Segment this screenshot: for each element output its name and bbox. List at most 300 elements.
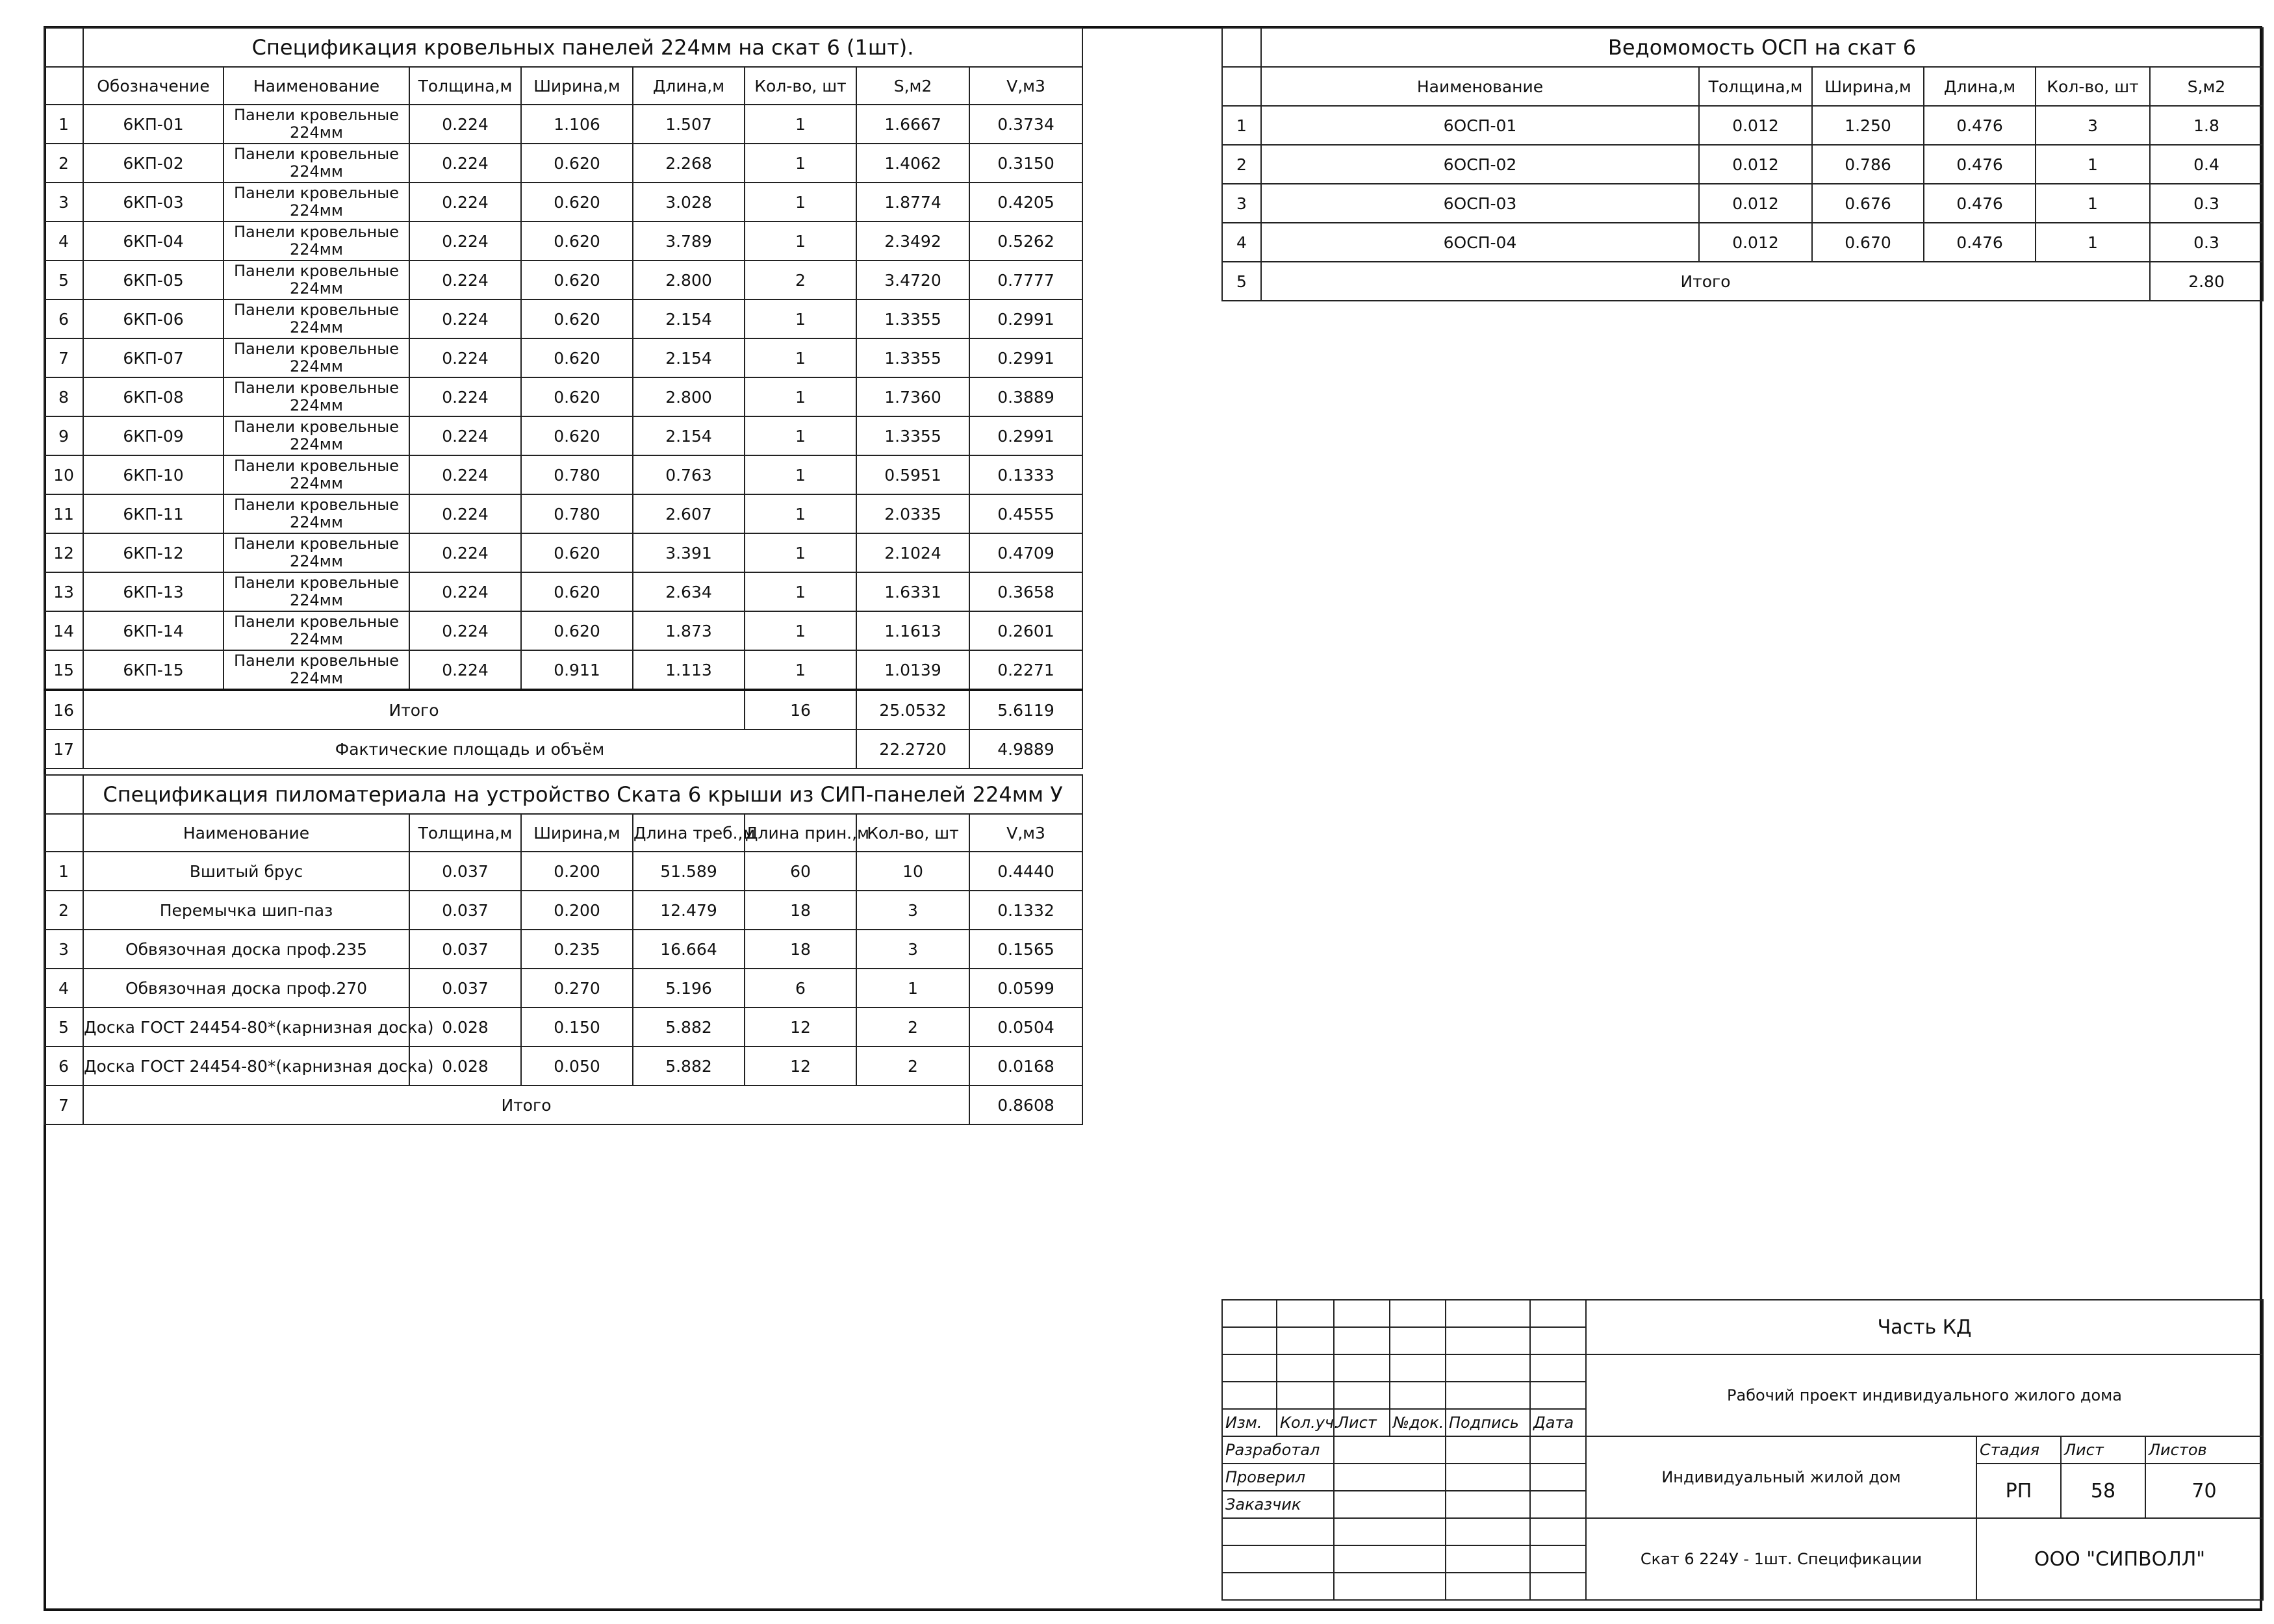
table-cell: 3 bbox=[2036, 106, 2150, 145]
row-number: 10 bbox=[44, 455, 83, 494]
row-number: 3 bbox=[44, 930, 83, 969]
table-cell: 1 bbox=[745, 377, 856, 416]
role-customer: Заказчик bbox=[1222, 1491, 1334, 1518]
table-cell: 1.7360 bbox=[856, 377, 969, 416]
table-cell: 0.620 bbox=[521, 533, 633, 572]
table-cell: 1.106 bbox=[521, 105, 633, 144]
table-cell: 0.780 bbox=[521, 494, 633, 533]
table-cell: 0.224 bbox=[409, 144, 521, 183]
row-number: 3 bbox=[1222, 184, 1261, 223]
table-cell: 0.3658 bbox=[969, 572, 1082, 611]
table-cell: Панели кровельные 224мм bbox=[224, 105, 409, 144]
table-cell: 6 bbox=[745, 969, 856, 1008]
table-cell: 12 bbox=[745, 1047, 856, 1085]
table-cell: 2.3492 bbox=[856, 222, 969, 260]
table-cell: 0.620 bbox=[521, 572, 633, 611]
table-cell: 0.224 bbox=[409, 222, 521, 260]
table-cell: 5.196 bbox=[633, 969, 745, 1008]
table-cell: 6КП-08 bbox=[83, 377, 224, 416]
lumber-spec-title: Спецификация пиломатериала на устройство Ската 6 крыши из СИП-панелей 224мм У bbox=[83, 775, 1082, 814]
table-cell: 0.620 bbox=[521, 183, 633, 222]
table-cell: 6КП-04 bbox=[83, 222, 224, 260]
table-cell: 6КП-02 bbox=[83, 144, 224, 183]
column-header: Толщина,м bbox=[409, 67, 521, 105]
table-cell: Панели кровельные 224мм bbox=[224, 455, 409, 494]
table-cell: 0.037 bbox=[409, 930, 521, 969]
table-cell: 2.154 bbox=[633, 299, 745, 338]
table-cell: 0.235 bbox=[521, 930, 633, 969]
table-cell: 0.3 bbox=[2150, 223, 2263, 262]
column-header: Толщина,м bbox=[1699, 67, 1812, 106]
table-cell: 0.670 bbox=[1812, 223, 1924, 262]
table-cell: 6КП-15 bbox=[83, 650, 224, 690]
table-cell: 3 bbox=[856, 930, 969, 969]
row-number: 2 bbox=[44, 891, 83, 930]
column-header: S,м2 bbox=[856, 67, 969, 105]
table-cell: 1 bbox=[745, 611, 856, 650]
table-row bbox=[44, 338, 1082, 377]
table-cell: 1 bbox=[745, 222, 856, 260]
table-cell: Обвязочная доска проф.270 bbox=[83, 969, 409, 1008]
column-header: Толщина,м bbox=[409, 814, 521, 852]
table-cell: Панели кровельные 224мм bbox=[224, 572, 409, 611]
table-cell: 1.3355 bbox=[856, 416, 969, 455]
osb-title: Ведомомость ОСП на скат 6 bbox=[1261, 28, 2263, 67]
table-cell: 0.676 bbox=[1812, 184, 1924, 223]
table-cell: 0.620 bbox=[521, 222, 633, 260]
actual-area: 22.2720 bbox=[856, 730, 969, 768]
table-cell: 0.0599 bbox=[969, 969, 1082, 1008]
table-cell: 3.4720 bbox=[856, 260, 969, 299]
table-cell: Панели кровельные 224мм bbox=[224, 299, 409, 338]
table-cell: Панели кровельные 224мм bbox=[224, 377, 409, 416]
row-number: 13 bbox=[44, 572, 83, 611]
table-cell: 0.476 bbox=[1924, 145, 2036, 184]
stage-label: Стадия bbox=[1976, 1436, 2061, 1464]
table-cell: 0.620 bbox=[521, 611, 633, 650]
table-cell: 1 bbox=[2036, 184, 2150, 223]
table-cell: 0.476 bbox=[1924, 223, 2036, 262]
role-checker: Проверил bbox=[1222, 1464, 1334, 1491]
total-label: Итого bbox=[83, 690, 745, 730]
row-number: 4 bbox=[1222, 223, 1261, 262]
row-number: 2 bbox=[1222, 145, 1261, 184]
row-number: 5 bbox=[44, 260, 83, 299]
row-number: 9 bbox=[44, 416, 83, 455]
table-cell: 0.200 bbox=[521, 852, 633, 891]
table-cell: 2 bbox=[856, 1047, 969, 1085]
row-number: 4 bbox=[44, 222, 83, 260]
column-header: Кол-во, шт bbox=[856, 814, 969, 852]
table-cell: 51.589 bbox=[633, 852, 745, 891]
row-number: 14 bbox=[44, 611, 83, 650]
table-cell: Панели кровельные 224мм bbox=[224, 416, 409, 455]
table-cell: 1 bbox=[745, 299, 856, 338]
sheets-label: Листов bbox=[2145, 1436, 2263, 1464]
table-cell: 0.224 bbox=[409, 416, 521, 455]
table-cell: 0.270 bbox=[521, 969, 633, 1008]
table-cell: 6КП-10 bbox=[83, 455, 224, 494]
row-number: 16 bbox=[44, 690, 83, 730]
table-cell: Доска ГОСТ 24454-80*(карнизная доска) bbox=[83, 1008, 409, 1047]
table-cell: 0.620 bbox=[521, 144, 633, 183]
column-header: S,м2 bbox=[2150, 67, 2263, 106]
table-cell: 6КП-12 bbox=[83, 533, 224, 572]
table-row bbox=[44, 299, 1082, 338]
table-row bbox=[44, 1008, 1082, 1047]
column-header: Кол-во, шт bbox=[2036, 67, 2150, 106]
table-cell: 1 bbox=[745, 455, 856, 494]
table-cell: 0.2991 bbox=[969, 299, 1082, 338]
row-number: 1 bbox=[44, 105, 83, 144]
table-cell: 0.4709 bbox=[969, 533, 1082, 572]
table-cell: 1.1613 bbox=[856, 611, 969, 650]
lumber-spec-total-row bbox=[44, 1085, 1082, 1124]
panel-spec-header-row bbox=[44, 67, 1082, 105]
project-name: Рабочий проект индивидуального жилого дома bbox=[1586, 1354, 2263, 1436]
table-cell: 2.607 bbox=[633, 494, 745, 533]
row-number: 6 bbox=[44, 1047, 83, 1085]
table-cell: Панели кровельные 224мм bbox=[224, 338, 409, 377]
table-cell: 0.012 bbox=[1699, 145, 1812, 184]
panel-spec-title: Спецификация кровельных панелей 224мм на скат 6 (1шт). bbox=[83, 28, 1082, 67]
stamp-column-label: №док. bbox=[1390, 1409, 1446, 1436]
table-cell: Панели кровельные 224мм bbox=[224, 260, 409, 299]
table-cell: Панели кровельные 224мм bbox=[224, 611, 409, 650]
company-name: ООО "СИПВОЛЛ" bbox=[1976, 1518, 2263, 1600]
table-cell: 0.4440 bbox=[969, 852, 1082, 891]
table-cell: 0.4 bbox=[2150, 145, 2263, 184]
column-header: Наименование bbox=[1261, 67, 1699, 106]
column-header: Наименование bbox=[224, 67, 409, 105]
column-header: Длина,м bbox=[633, 67, 745, 105]
table-row bbox=[1222, 106, 2263, 145]
table-cell: Вшитый брус bbox=[83, 852, 409, 891]
table-cell: 3 bbox=[856, 891, 969, 930]
table-cell: 0.028 bbox=[409, 1047, 521, 1085]
row-number: 12 bbox=[44, 533, 83, 572]
table-cell: 0.1333 bbox=[969, 455, 1082, 494]
table-cell: 0.476 bbox=[1924, 184, 2036, 223]
table-cell: 12.479 bbox=[633, 891, 745, 930]
total-label: Итого bbox=[83, 1085, 969, 1124]
table-cell: 6КП-05 bbox=[83, 260, 224, 299]
table-cell: 1.250 bbox=[1812, 106, 1924, 145]
table-cell: 10 bbox=[856, 852, 969, 891]
table-row bbox=[44, 455, 1082, 494]
table-cell: 1.6667 bbox=[856, 105, 969, 144]
table-cell: 0.224 bbox=[409, 533, 521, 572]
row-number: 8 bbox=[44, 377, 83, 416]
row-number: 1 bbox=[44, 852, 83, 891]
column-header: Длина треб.,м bbox=[633, 814, 745, 852]
table-cell: 60 bbox=[745, 852, 856, 891]
table-cell: 0.911 bbox=[521, 650, 633, 690]
table-cell: 2.0335 bbox=[856, 494, 969, 533]
table-cell: 0.620 bbox=[521, 299, 633, 338]
table-cell: 0.028 bbox=[409, 1008, 521, 1047]
lumber-spec-header-row bbox=[44, 814, 1082, 852]
table-cell: 2.268 bbox=[633, 144, 745, 183]
table-cell: 2.154 bbox=[633, 338, 745, 377]
column-header: Наименование bbox=[83, 814, 409, 852]
table-cell: 0.780 bbox=[521, 455, 633, 494]
stamp-column-label: Лист bbox=[1334, 1409, 1390, 1436]
table-cell: 6КП-11 bbox=[83, 494, 224, 533]
row-number: 6 bbox=[44, 299, 83, 338]
table-cell: Доска ГОСТ 24454-80*(карнизная доска) bbox=[83, 1047, 409, 1085]
table-cell: 6ОСП-02 bbox=[1261, 145, 1699, 184]
table-cell: 0.224 bbox=[409, 260, 521, 299]
table-cell: 0.224 bbox=[409, 299, 521, 338]
table-cell: 0.2271 bbox=[969, 650, 1082, 690]
table-cell: 0.4555 bbox=[969, 494, 1082, 533]
column-header: Ширина,м bbox=[521, 67, 633, 105]
table-cell: 1.8 bbox=[2150, 106, 2263, 145]
total-qty: 16 bbox=[745, 690, 856, 730]
row-number: 5 bbox=[1222, 262, 1261, 301]
table-cell: Панели кровельные 224мм bbox=[224, 533, 409, 572]
table-cell: 0.037 bbox=[409, 969, 521, 1008]
table-cell: 6ОСП-03 bbox=[1261, 184, 1699, 223]
row-number: 5 bbox=[44, 1008, 83, 1047]
table-cell: 0.224 bbox=[409, 611, 521, 650]
table-cell: 5.882 bbox=[633, 1008, 745, 1047]
table-cell: 18 bbox=[745, 891, 856, 930]
panel-spec-table bbox=[44, 27, 1083, 769]
table-row bbox=[1222, 145, 2263, 184]
sheets-value: 70 bbox=[2145, 1464, 2263, 1518]
table-cell: 0.5262 bbox=[969, 222, 1082, 260]
table-cell: 5.882 bbox=[633, 1047, 745, 1085]
total-area: 25.0532 bbox=[856, 690, 969, 730]
actual-label: Фактические площадь и объём bbox=[83, 730, 856, 768]
table-cell: 0.037 bbox=[409, 891, 521, 930]
table-cell: 0.7777 bbox=[969, 260, 1082, 299]
sheet-value: 58 bbox=[2061, 1464, 2145, 1518]
table-cell: 1.6331 bbox=[856, 572, 969, 611]
table-cell: 0.476 bbox=[1924, 106, 2036, 145]
row-number: 11 bbox=[44, 494, 83, 533]
table-cell: Панели кровельные 224мм bbox=[224, 183, 409, 222]
table-cell: 6КП-13 bbox=[83, 572, 224, 611]
row-number: 3 bbox=[44, 183, 83, 222]
row-number: 7 bbox=[44, 1085, 83, 1124]
stamp-column-label: Кол.уч. bbox=[1277, 1409, 1334, 1436]
stamp-column-label: Подпись bbox=[1446, 1409, 1530, 1436]
table-cell: 6КП-03 bbox=[83, 183, 224, 222]
table-cell: 6КП-07 bbox=[83, 338, 224, 377]
table-cell: 0.2991 bbox=[969, 338, 1082, 377]
table-cell: 2.634 bbox=[633, 572, 745, 611]
row-number: 7 bbox=[44, 338, 83, 377]
total-volume: 5.6119 bbox=[969, 690, 1082, 730]
row-number: 17 bbox=[44, 730, 83, 768]
table-cell: 1 bbox=[745, 650, 856, 690]
table-row bbox=[44, 891, 1082, 930]
table-row bbox=[44, 650, 1082, 690]
table-cell: Панели кровельные 224мм bbox=[224, 144, 409, 183]
table-cell: Перемычка шип-паз bbox=[83, 891, 409, 930]
table-cell: 2 bbox=[745, 260, 856, 299]
sheet-label: Лист bbox=[2061, 1436, 2145, 1464]
table-row bbox=[44, 533, 1082, 572]
table-cell: 0.224 bbox=[409, 377, 521, 416]
column-header: Длина,м bbox=[1924, 67, 2036, 106]
table-cell: 0.1332 bbox=[969, 891, 1082, 930]
row-number: 2 bbox=[44, 144, 83, 183]
table-cell: 2.1024 bbox=[856, 533, 969, 572]
table-cell: Обвязочная доска проф.235 bbox=[83, 930, 409, 969]
object-name: Индивидуальный жилой дом bbox=[1586, 1436, 1976, 1518]
table-cell: 1.3355 bbox=[856, 338, 969, 377]
table-cell: 0.012 bbox=[1699, 223, 1812, 262]
table-cell: 0.224 bbox=[409, 183, 521, 222]
table-row bbox=[44, 930, 1082, 969]
stamp-column-label: Изм. bbox=[1222, 1409, 1277, 1436]
table-cell: 0.224 bbox=[409, 650, 521, 690]
sheet-title: Скат 6 224У - 1шт. Спецификации bbox=[1586, 1518, 1976, 1600]
table-cell: 0.620 bbox=[521, 338, 633, 377]
table-cell: Панели кровельные 224мм bbox=[224, 222, 409, 260]
column-header: Длина прин.,м bbox=[745, 814, 856, 852]
table-cell: 1.873 bbox=[633, 611, 745, 650]
table-cell: 0.2991 bbox=[969, 416, 1082, 455]
actual-volume: 4.9889 bbox=[969, 730, 1082, 768]
table-cell: 2.154 bbox=[633, 416, 745, 455]
table-cell: 0.3889 bbox=[969, 377, 1082, 416]
table-cell: 3.391 bbox=[633, 533, 745, 572]
osb-table bbox=[1221, 27, 2264, 301]
table-cell: 1 bbox=[745, 533, 856, 572]
total-area: 2.80 bbox=[2150, 262, 2263, 301]
table-cell: 1 bbox=[856, 969, 969, 1008]
part-label: Часть КД bbox=[1586, 1300, 2263, 1354]
table-row bbox=[1222, 223, 2263, 262]
table-cell: 0.2601 bbox=[969, 611, 1082, 650]
osb-header-row bbox=[1222, 67, 2263, 106]
table-row bbox=[44, 105, 1082, 144]
table-cell: 6КП-01 bbox=[83, 105, 224, 144]
table-row bbox=[44, 1047, 1082, 1085]
row-number: 1 bbox=[1222, 106, 1261, 145]
table-cell: 0.3150 bbox=[969, 144, 1082, 183]
column-header: Ширина,м bbox=[521, 814, 633, 852]
table-cell: 0.620 bbox=[521, 416, 633, 455]
table-cell: 12 bbox=[745, 1008, 856, 1047]
table-cell: 0.037 bbox=[409, 852, 521, 891]
table-cell: 1 bbox=[745, 416, 856, 455]
table-cell: 1.3355 bbox=[856, 299, 969, 338]
row-number: 4 bbox=[44, 969, 83, 1008]
table-cell: 0.224 bbox=[409, 105, 521, 144]
table-cell: 1 bbox=[745, 572, 856, 611]
table-cell: 1.113 bbox=[633, 650, 745, 690]
table-cell: 0.763 bbox=[633, 455, 745, 494]
total-volume: 0.8608 bbox=[969, 1085, 1082, 1124]
table-cell: 0.200 bbox=[521, 891, 633, 930]
osb-total-row bbox=[1222, 262, 2263, 301]
column-header: V,м3 bbox=[969, 67, 1082, 105]
stage-value: РП bbox=[1976, 1464, 2061, 1518]
table-row bbox=[44, 572, 1082, 611]
stamp-column-label: Дата bbox=[1530, 1409, 1586, 1436]
column-header: V,м3 bbox=[969, 814, 1082, 852]
table-cell: 1.0139 bbox=[856, 650, 969, 690]
table-cell: 0.3 bbox=[2150, 184, 2263, 223]
table-cell: 0.786 bbox=[1812, 145, 1924, 184]
table-row bbox=[44, 611, 1082, 650]
table-cell: 0.0168 bbox=[969, 1047, 1082, 1085]
table-cell: 1.4062 bbox=[856, 144, 969, 183]
table-cell: 6КП-09 bbox=[83, 416, 224, 455]
table-cell: 1 bbox=[745, 105, 856, 144]
table-cell: Панели кровельные 224мм bbox=[224, 494, 409, 533]
table-cell: 6ОСП-01 bbox=[1261, 106, 1699, 145]
table-cell: 0.050 bbox=[521, 1047, 633, 1085]
table-row bbox=[44, 494, 1082, 533]
panel-spec-actual-row bbox=[44, 730, 1082, 768]
table-cell: 0.5951 bbox=[856, 455, 969, 494]
table-row bbox=[44, 183, 1082, 222]
table-cell: 0.4205 bbox=[969, 183, 1082, 222]
column-header: Кол-во, шт bbox=[745, 67, 856, 105]
table-cell: 1.8774 bbox=[856, 183, 969, 222]
table-cell: 0.620 bbox=[521, 377, 633, 416]
table-cell: 2 bbox=[856, 1008, 969, 1047]
table-cell: 3.789 bbox=[633, 222, 745, 260]
table-row bbox=[44, 852, 1082, 891]
table-row bbox=[44, 222, 1082, 260]
table-cell: 1 bbox=[2036, 145, 2150, 184]
table-cell: 1 bbox=[745, 183, 856, 222]
panel-spec-total-row bbox=[44, 690, 1082, 730]
table-cell: 1.507 bbox=[633, 105, 745, 144]
lumber-spec-table bbox=[44, 774, 1083, 1125]
table-cell: 2.800 bbox=[633, 260, 745, 299]
table-cell: 2.800 bbox=[633, 377, 745, 416]
row-number: 15 bbox=[44, 650, 83, 690]
table-cell: 1 bbox=[745, 494, 856, 533]
table-row bbox=[44, 969, 1082, 1008]
table-row bbox=[44, 416, 1082, 455]
table-cell: 16.664 bbox=[633, 930, 745, 969]
table-cell: 0.224 bbox=[409, 338, 521, 377]
table-cell: Панели кровельные 224мм bbox=[224, 650, 409, 690]
table-cell: 18 bbox=[745, 930, 856, 969]
column-header: Ширина,м bbox=[1812, 67, 1924, 106]
table-cell: 0.224 bbox=[409, 494, 521, 533]
table-cell: 1 bbox=[745, 338, 856, 377]
table-cell: 0.1565 bbox=[969, 930, 1082, 969]
total-label: Итого bbox=[1261, 262, 2150, 301]
table-cell: 0.620 bbox=[521, 260, 633, 299]
title-block bbox=[1221, 1299, 2264, 1601]
table-cell: 6КП-06 bbox=[83, 299, 224, 338]
table-row bbox=[44, 144, 1082, 183]
table-cell: 0.224 bbox=[409, 572, 521, 611]
table-cell: 1 bbox=[745, 144, 856, 183]
table-cell: 0.3734 bbox=[969, 105, 1082, 144]
table-cell: 0.012 bbox=[1699, 106, 1812, 145]
table-row bbox=[44, 260, 1082, 299]
table-cell: 0.0504 bbox=[969, 1008, 1082, 1047]
table-cell: 0.012 bbox=[1699, 184, 1812, 223]
table-cell: 6КП-14 bbox=[83, 611, 224, 650]
table-cell: 3.028 bbox=[633, 183, 745, 222]
table-row bbox=[44, 377, 1082, 416]
column-header: Обозначение bbox=[83, 67, 224, 105]
